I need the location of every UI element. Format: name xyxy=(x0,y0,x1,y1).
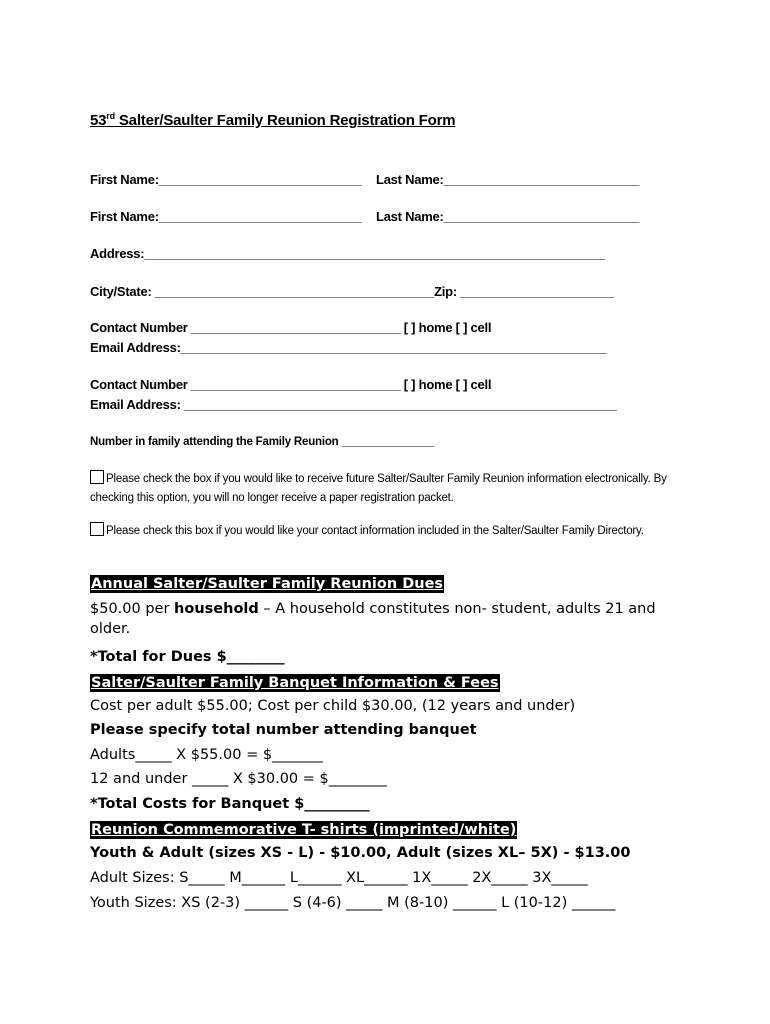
tshirts-section-header: Reunion Commemorative T- shirts (imprinted/white) xyxy=(91,822,517,838)
first-name-field-2[interactable]: First Name:_____________________________ xyxy=(90,209,362,224)
last-name-field-1[interactable]: Last Name:____________________________ xyxy=(376,172,640,187)
adult-sizes-field[interactable]: Adult Sizes: S_____ M______ L______ XL______ 1X_____ 2X_____ 3X_____ xyxy=(90,870,588,886)
banquet-section-header: Salter/Saulter Family Banquet Information & Fees xyxy=(91,675,499,691)
electronic-info-checkbox[interactable] xyxy=(90,470,104,484)
dues-total-field[interactable]: *Total for Dues $________ xyxy=(90,649,285,665)
dues-text-post: – A household constitutes non- student, adults 21 and older. xyxy=(90,601,656,637)
tshirt-prices-text: Youth & Adult (sizes XS - L) - $10.00, Adult (sizes XL– 5X) - $13.00 xyxy=(90,845,631,861)
email-field-2[interactable]: Email Address: ______________________________________________________________ xyxy=(90,397,617,412)
form-title xyxy=(90,111,455,129)
contact-number-field-1[interactable]: Contact Number ______________________________ [ ] home [ ] cell xyxy=(90,320,492,335)
last-name-field-2[interactable]: Last Name:____________________________ xyxy=(376,209,640,224)
banquet-cost-text: Cost per adult $55.00; Cost per child $30.00, (12 years and under) xyxy=(90,698,576,714)
banquet-specify-text: Please specify total number attending banquet xyxy=(90,722,477,738)
directory-option xyxy=(90,522,670,541)
title-superscript: rd xyxy=(106,111,115,121)
city-state-zip-field[interactable]: City/State: ________________________________________Zip: ______________________ xyxy=(90,284,614,299)
directory-text: Please check this box if you would like your contact information included in the Salter/Saulter Family Directory. xyxy=(106,525,644,537)
number-attending-field[interactable]: Number in family attending the Family Reunion _______________ xyxy=(90,436,435,448)
banquet-adults-field[interactable]: Adults_____ X $55.00 = $_______ xyxy=(90,747,323,763)
electronic-info-option xyxy=(90,470,670,508)
banquet-under12-field[interactable]: 12 and under _____ X $30.00 = $________ xyxy=(90,771,387,787)
first-name-field-1[interactable]: First Name:_____________________________ xyxy=(90,172,362,187)
youth-sizes-field[interactable]: Youth Sizes: XS (2-3) ______ S (4-6) _____ M (8-10) ______ L (10-12) ______ xyxy=(90,895,616,911)
electronic-info-text: Please check the box if you would like to receive future Salter/Saulter Family Reunion information electronically. By checking this option, you will no longer receive a paper registration packet. xyxy=(90,473,667,504)
address-field[interactable]: Address:__________________________________________________________________ xyxy=(90,246,606,261)
dues-text-bold: household xyxy=(174,601,259,617)
dues-section-header: Annual Salter/Saulter Family Reunion Dues xyxy=(91,576,444,592)
banquet-total-field[interactable]: *Total Costs for Banquet $_________ xyxy=(90,796,370,812)
title-text: Salter/Saulter Family Reunion Registration Form xyxy=(114,112,456,129)
contact-number-field-2[interactable]: Contact Number ______________________________ [ ] home [ ] cell xyxy=(90,377,492,392)
email-field-1[interactable]: Email Address:_____________________________________________________________ xyxy=(90,340,607,355)
title-prefix: 53 xyxy=(90,112,107,129)
directory-checkbox[interactable] xyxy=(90,522,104,536)
dues-description xyxy=(90,599,680,639)
dues-text-pre: $50.00 per xyxy=(90,601,175,617)
